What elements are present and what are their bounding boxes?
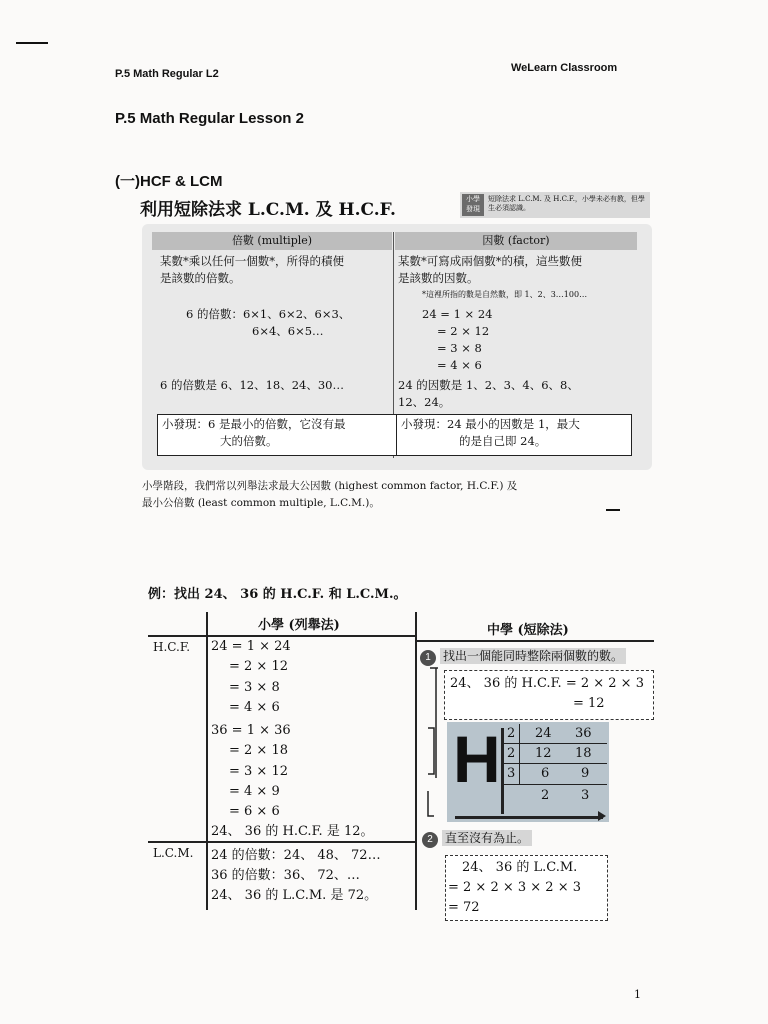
hcf-working-line: = 4 × 6 — [229, 700, 280, 715]
primary-method-header: 小學 (列舉法) — [258, 618, 340, 633]
factor-finding-line: 的是自己即 24。 — [459, 434, 547, 448]
ladder-divisor: 3 — [507, 766, 516, 781]
step-2-text: 直至沒有為止。 — [442, 830, 532, 846]
hcf-working-line: = 6 × 6 — [229, 804, 280, 819]
ladder-cell: 6 — [541, 766, 550, 781]
hcf-result-line: = 12 — [573, 696, 605, 711]
hcf-working-line: = 4 × 9 — [229, 784, 280, 799]
ladder-cell: 3 — [581, 788, 590, 803]
step-2 — [422, 829, 532, 848]
factor-line: = 3 × 8 — [437, 341, 482, 355]
multiple-finding-line: 大的倍數。 — [220, 434, 278, 448]
multiple-example-2: 6×4、6×5… — [252, 324, 324, 338]
step-1 — [420, 647, 626, 666]
ladder-cell: 12 — [535, 746, 552, 761]
multiple-finding-box — [157, 414, 397, 456]
tip-box — [460, 192, 650, 218]
step-2-number: 2 — [422, 832, 438, 848]
multiple-definition-1: 某數*乘以任何一個數*，所得的積便 — [160, 254, 344, 268]
hcf-working-line: = 3 × 8 — [229, 680, 280, 695]
margin-dash — [16, 42, 48, 44]
hcf-working-line: = 3 × 12 — [229, 764, 288, 779]
ladder-rule — [503, 784, 607, 785]
table-rule — [206, 612, 208, 910]
factor-finding-box — [396, 414, 632, 456]
factor-note: *這裡所指的數是自然數，即 1、2、3…100… — [422, 290, 588, 299]
h-watermark: H — [453, 722, 501, 796]
hcf-working-line: 24 = 1 × 24 — [211, 639, 291, 654]
ladder-cell: 2 — [541, 788, 550, 803]
hcf-working-line: = 2 × 12 — [229, 659, 288, 674]
ladder-rule — [519, 724, 520, 784]
secondary-method-header: 中學 (短除法) — [487, 623, 569, 638]
lcm-result-line: = 2 × 2 × 3 × 2 × 3 — [448, 880, 582, 895]
arrow-right-icon — [598, 811, 606, 821]
hcf-working-line: = 2 × 18 — [229, 743, 288, 758]
hcf-working-line: 24、 36 的 H.C.F. 是 12。 — [211, 824, 374, 839]
intro-paragraph — [142, 478, 622, 512]
ladder-divisor: 2 — [507, 746, 516, 761]
tip-text: 短除法求 L.C.M. 及 H.C.F.，小學未必有教，但學生必須認識。 — [488, 195, 645, 212]
lcm-working-line: 36 的倍數：36、 72、… — [211, 868, 360, 883]
step-1-number: 1 — [420, 650, 436, 666]
factor-definition-1: 某數*可寫成兩個數*的積，這些數便 — [398, 254, 582, 268]
factor-definition-2: 是該數的因數。 — [398, 271, 479, 285]
lcm-row-label: L.C.M. — [153, 846, 194, 860]
table-rule — [416, 640, 654, 642]
ladder-cell: 36 — [575, 726, 592, 741]
ladder-cell: 24 — [535, 726, 552, 741]
lcm-result-line: = 72 — [448, 900, 480, 915]
factor-header: 因數 (factor) — [395, 232, 637, 250]
factor-list-1: 24 的因數是 1、2、3、4、6、8、 — [398, 378, 579, 392]
hcf-result-box — [444, 670, 654, 720]
ladder-cell: 18 — [575, 746, 592, 761]
page-number: 1 — [634, 988, 641, 1001]
lcm-working-line: 24 的倍數：24、 48、 72… — [211, 848, 381, 863]
factor-line: = 4 × 6 — [437, 358, 482, 372]
tip-tag: 小學 發現 — [462, 194, 484, 216]
ladder-cell: 9 — [581, 766, 590, 781]
page-title: P.5 Math Regular Lesson 2 — [115, 110, 304, 127]
intro-line: 小學階段，我們常以列舉法求最大公因數 (highest common factor, H.C.F.) 及 — [142, 480, 518, 492]
factor-line: = 2 × 12 — [437, 324, 490, 338]
hcf-working-line: 36 = 1 × 36 — [211, 723, 291, 738]
example-title: 例：找出 24、 36 的 H.C.F. 和 L.C.M.。 — [148, 587, 407, 602]
factor-list-2: 12、24。 — [398, 395, 451, 409]
ladder-divisor: 2 — [507, 726, 516, 741]
factor-finding-line: 小發現：24 最小的因數是 1，最大 — [401, 417, 580, 431]
margin-dash — [606, 509, 620, 511]
hcf-row-label: H.C.F. — [153, 640, 191, 654]
short-division-ladder — [447, 722, 609, 822]
factor-line: 24 = 1 × 24 — [422, 307, 493, 321]
header-right: WeLearn Classroom — [511, 62, 618, 74]
multiple-list: 6 的倍數是 6、12、18、24、30… — [160, 378, 344, 392]
header-left: P.5 Math Regular L2 — [115, 68, 219, 80]
step-1-text: 找出一個能同時整除兩個數的數。 — [440, 648, 626, 664]
multiple-definition-2: 是該數的倍數。 — [160, 271, 241, 285]
arrow-vertical — [501, 728, 504, 814]
multiple-example-1: 6 的倍數：6×1、6×2、6×3、 — [186, 307, 351, 321]
table-rule — [415, 612, 417, 910]
multiple-finding-line: 小發現：6 是最小的倍數，它沒有最 — [162, 417, 346, 431]
lcm-result-box — [445, 855, 608, 921]
lcm-working-line: 24、 36 的 L.C.M. 是 72。 — [211, 888, 378, 903]
hcf-result-line: 24、 36 的 H.C.F. = 2 × 2 × 3 — [450, 676, 644, 691]
intro-line: 最小公倍數 (least common multiple, L.C.M.)。 — [142, 497, 380, 509]
section-heading: (一)HCF & LCM — [115, 173, 223, 190]
subtitle: 利用短除法求 L.C.M. 及 H.C.F. — [140, 200, 396, 220]
multiple-header: 倍數 (multiple) — [152, 232, 392, 250]
lcm-result-line: 24、 36 的 L.C.M. — [462, 860, 578, 875]
